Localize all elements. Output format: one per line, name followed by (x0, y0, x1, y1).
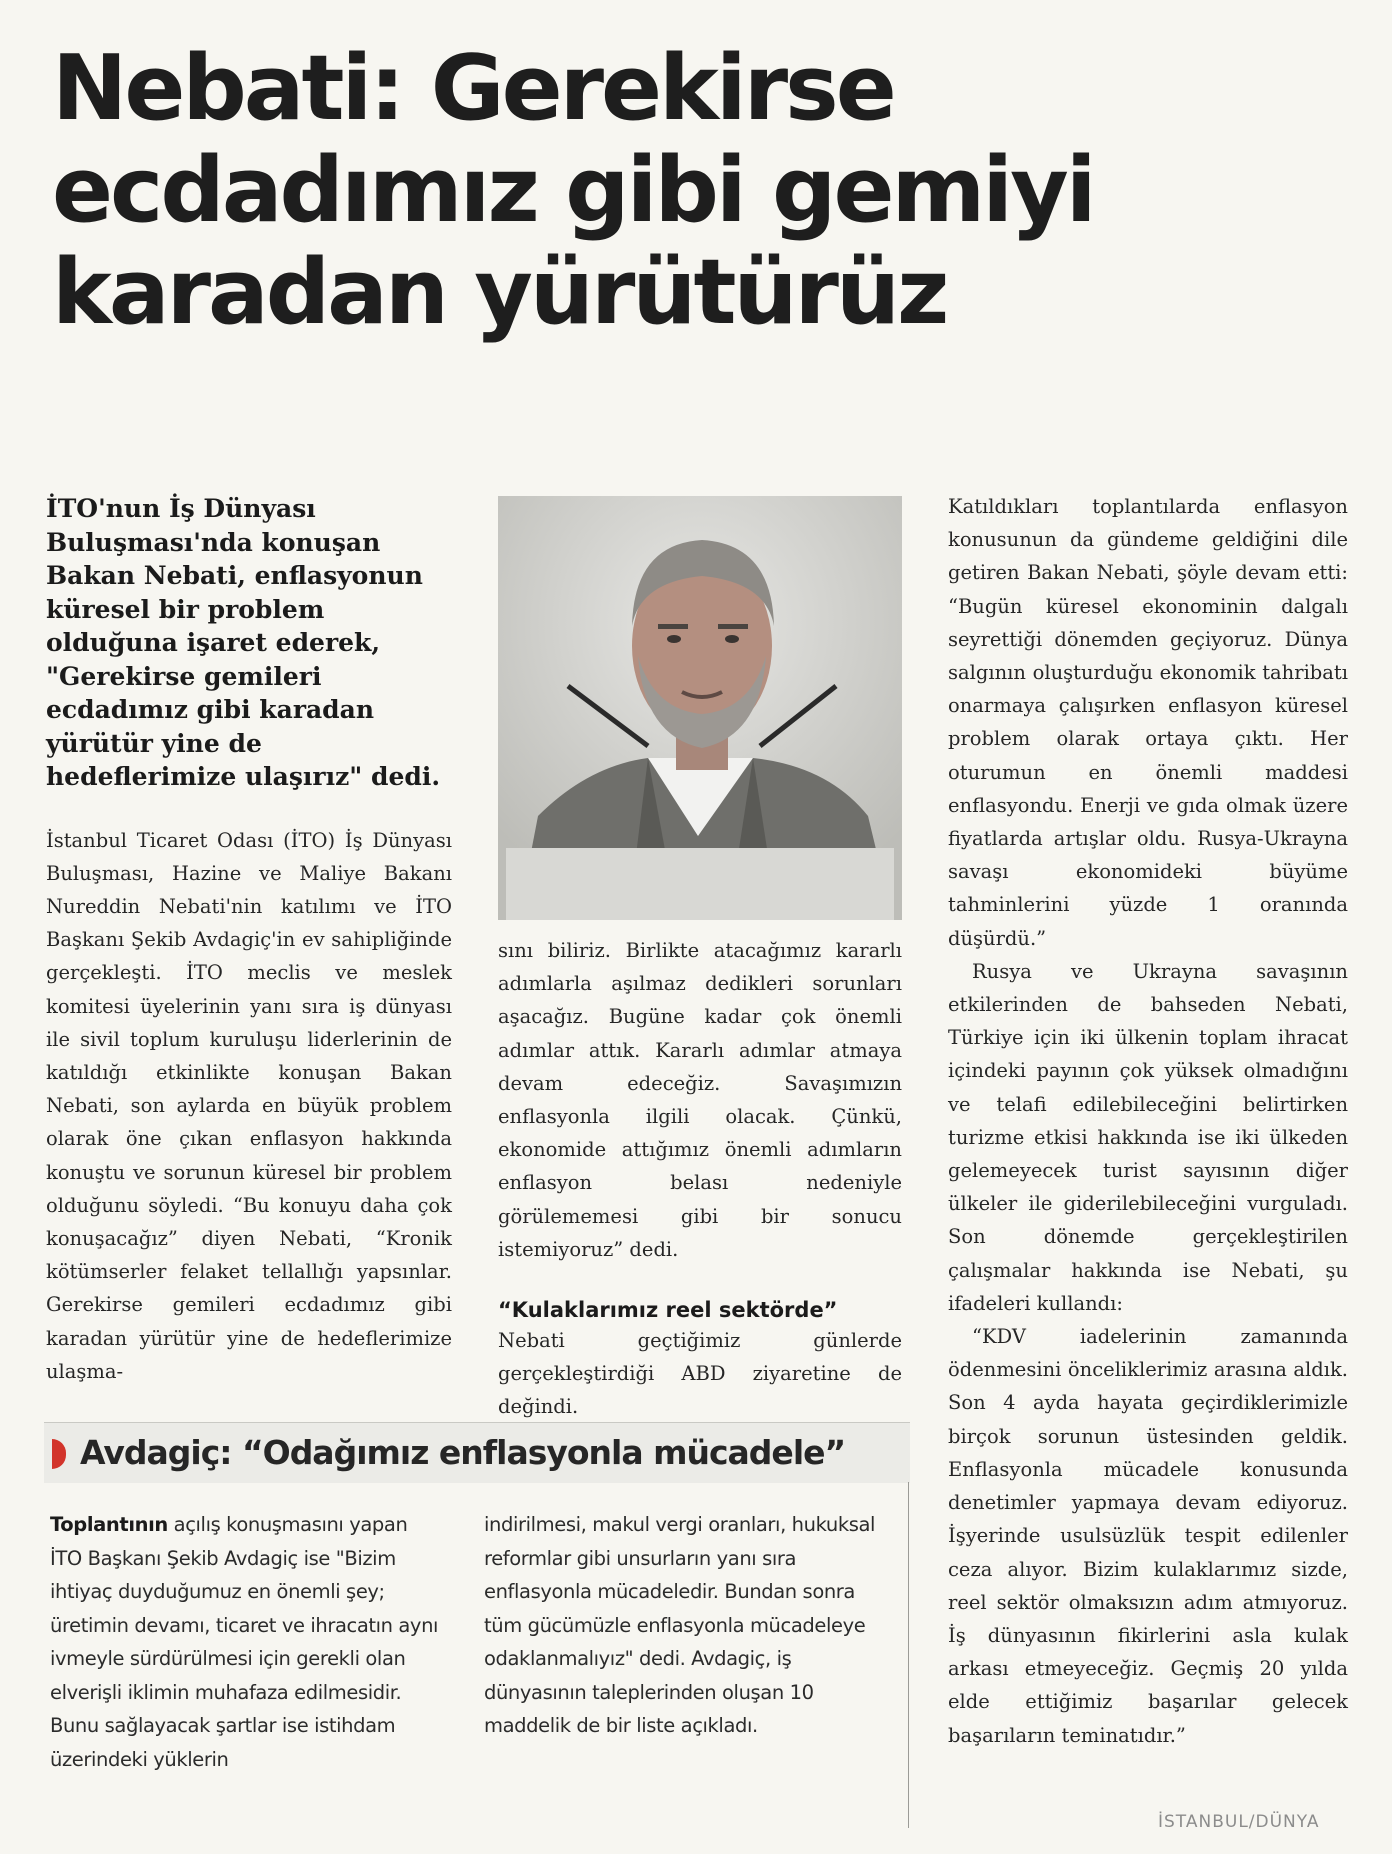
col3-paragraph-3: “KDV iadelerinin zamanında ödenmesini önceliklerimiz arasına aldık. Son 4 ayda hayata geçirdiklerimizle birçok sorunun üstesinden geldik. Enflasyonla mücadele konusunda denetimler yapmaya devam ediyoruz. İşyerinde usulsüzlük tespit edilenler ceza alıyor. Bizim kulaklarımız sizde, reel sektör olmaksızın adım atmıyoruz. İş dünyasının fikirlerini asla kulak arkası etmeyeceğiz. Geçmiş 20 yılda elde ettiğimiz başarılar gelecek başarıların teminatıdır.” (948, 1325, 1348, 1747)
box-paragraph-2: indirilmesi, makul vergi oranları, hukuksal reformlar gibi unsurların yanı sıra enflasyonla mücadeledir. Bundan sonra tüm gücümüzle enflasyonla mücadeleye odaklanmalıyız" dedi. Avdagiç, iş dünyasının taleplerinden oluşan 10 maddelik de bir liste açıkladı. (484, 1513, 876, 1737)
article-body-col2 (498, 934, 902, 1266)
column-right (948, 490, 1348, 1752)
section-subhead: “Kulaklarımız reel sektörde” (498, 1298, 838, 1323)
col1-paragraph: İstanbul Ticaret Odası (İTO) İş Dünyası Buluşması, Hazine ve Maliye Bakanı Nureddin Nebati'nin katılımı ve İTO Başkanı Şekib Avdagiç'in ev sahipliğinde gerçekleşti. İTO meclis ve meslek komitesi üyelerinin yanı sıra iş dünyası ile sivil toplum kuruluşu liderlerinin de katıldığı etkinlikte konuşan Bakan Nebati, son aylarda en büyük problem olarak öne çıkan enflasyon hakkında konuştu ve sorunun küresel bir problem olduğunu söyledi. “Bu konuyu daha çok konuşacağız” diyen Nebati, “Kronik kötümserler felaket tellallığı yapsınlar. Gerekirse gemileri ecdadımız gibi karadan yürütür yine de hedeflerimize ulaşma- (46, 828, 452, 1383)
sidebar-box-title (44, 1422, 910, 1483)
box-col1-text: açılış konuşmasını yapan İTO Başkanı Şekib Avdagiç ise "Bizim ihtiyaç duyduğumuz en önemli şey; üretimin devamı, ticaret ve ihracatın aynı ivmeyle sürdürülmesi için gerekli olan elverişli iklimin muhafaza edilmesidir. Bunu sağlayacak şartlar ise istihdam üzerindeki yüklerin (50, 1513, 439, 1771)
red-marker-icon (52, 1439, 66, 1469)
column-left (46, 492, 452, 1388)
col3-paragraph-2: Rusya ve Ukrayna savaşının etkilerinden de bahseden Nebati, Türkiye için iki ülkenin toplam ihracat içindeki payının çok yüksek olmadığını ve telafi edilebileceğini belirtirken turizme etkisi hakkında ise iki ülkeden gelemeyecek turist sayısının diğer ülkeler ile giderilebileceğini vurguladı. Son dönemde gerçekleştirilen çalışmalar hakkında ise Nebati, şu ifadeleri kullandı: (948, 959, 1348, 1315)
article-body-col2b (498, 1324, 902, 1424)
article-body-col1 (46, 824, 452, 1388)
sidebar-box-heading: Avdagiç: “Odağımız enflasyonla mücadele” (80, 1433, 846, 1472)
box-border-right (908, 1482, 909, 1828)
col3-paragraph-1: Katıldıkları toplantılarda enflasyon konusunun da gündeme geldiğini dile getiren Bakan Nebati, şöyle devam etti: “Bugün küresel ekonominin dalgalı seyrettiği dönemden geçiyoruz. Dünya salgının oluşturduğu ekonomik tahribatı onarmaya çalışırken enflasyon küresel problem olarak ortaya çıktı. Her oturumun en önemli maddesi enflasyondu. Enerji ve gıda olmak üzere fiyatlarda artışlar oldu. Rusya-Ukrayna savaşı ekonomideki büyüme tahminlerini yüzde 1 oranında düşürdü.” (948, 495, 1348, 950)
speaker-photo (498, 496, 902, 920)
column-middle (498, 934, 902, 1424)
box-column-right (484, 1508, 884, 1743)
box-lead-word: Toplantının (50, 1513, 168, 1536)
box-paragraph-1 (50, 1508, 440, 1776)
col2b-paragraph: Nebati geçtiğimiz günlerde gerçekleştirdiği ABD ziyaretine de değindi. (498, 1329, 902, 1419)
headline: Nebati: Gerekirse ecdadımız gibi gemiyi karadan yürütürüz (52, 36, 1094, 345)
box-column-left (50, 1508, 440, 1776)
col2-paragraph: sını biliriz. Birlikte atacağımız kararlı adımlarla aşılmaz dedikleri sorunları aşacağız. Bugüne kadar çok önemli adımlar attık. Kararlı adımlar atmaya devam edeceğiz. Savaşımızın enflasyonla ilgili olacak. Çünkü, ekonomide attığımız önemli adımların enflasyon belası nedeniyle görülememesi gibi bir sonucu istemiyoruz” dedi. (498, 939, 902, 1261)
article-body-col3 (948, 490, 1348, 1752)
lead-paragraph: İTO'nun İş Dünyası Buluşması'nda konuşan Bakan Nebati, enflasyonun küresel bir problem olduğuna işaret ederek, "Gerekirse gemileri ecdadımız gibi karadan yürütür yine de hedeflerimize ulaşırız" dedi. (46, 494, 441, 791)
agency-credit: İSTANBUL/DÜNYA (1158, 1812, 1320, 1832)
